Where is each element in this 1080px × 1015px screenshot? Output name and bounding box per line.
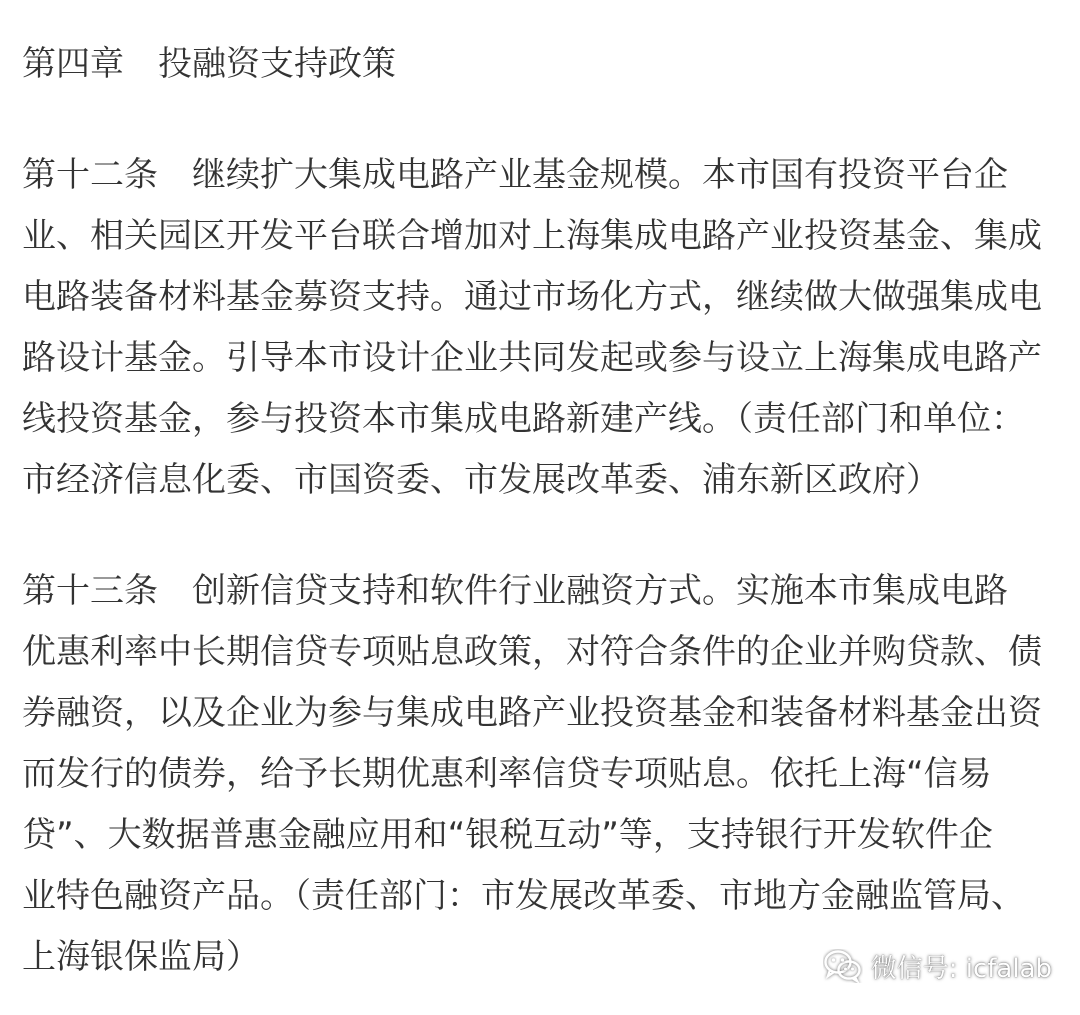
article-13-line: 第十三条 创新信贷支持和软件行业融资方式。实施本市集成电路	[22, 571, 1008, 611]
watermark-text: 微信号: icfalab	[870, 953, 1052, 984]
wechat-icon	[823, 949, 863, 983]
article-12-line: 电路装备材料基金募资支持。通过市场化方式，继续做大做强集成电	[22, 277, 1042, 317]
article-12-line: 第十二条 继续扩大集成电路产业基金规模。本市国有投资平台企	[22, 155, 1008, 195]
article-12-line: 路设计基金。引导本市设计企业共同发起或参与设立上海集成电路产	[22, 338, 1042, 378]
article-13-line: 贷”、大数据普惠金融应用和“银税互动”等，支持银行开发软件企	[22, 815, 993, 855]
article-13-line: 业特色融资产品。（责任部门：市发展改革委、市地方金融监管局、	[22, 876, 1025, 916]
article-13-line: 而发行的债券，给予长期优惠利率信贷专项贴息。依托上海“信易	[22, 754, 992, 794]
article-12-line: 线投资基金，参与投资本市集成电路新建产线。（责任部门和单位：	[22, 399, 1025, 439]
article-13-line: 券融资，以及企业为参与集成电路产业投资基金和装备材料基金出资	[22, 693, 1042, 733]
chapter-heading: 第四章 投融资支持政策	[22, 44, 396, 84]
watermark	[823, 944, 1052, 988]
article-13-line: 上海银保监局）	[22, 937, 260, 977]
article-12-line: 业、相关园区开发平台联合增加对上海集成电路产业投资基金、集成	[22, 216, 1042, 256]
article-12-line: 市经济信息化委、市国资委、市发展改革委、浦东新区政府）	[22, 460, 940, 500]
article-13-line: 优惠利率中长期信贷专项贴息政策，对符合条件的企业并购贷款、债	[22, 632, 1042, 672]
